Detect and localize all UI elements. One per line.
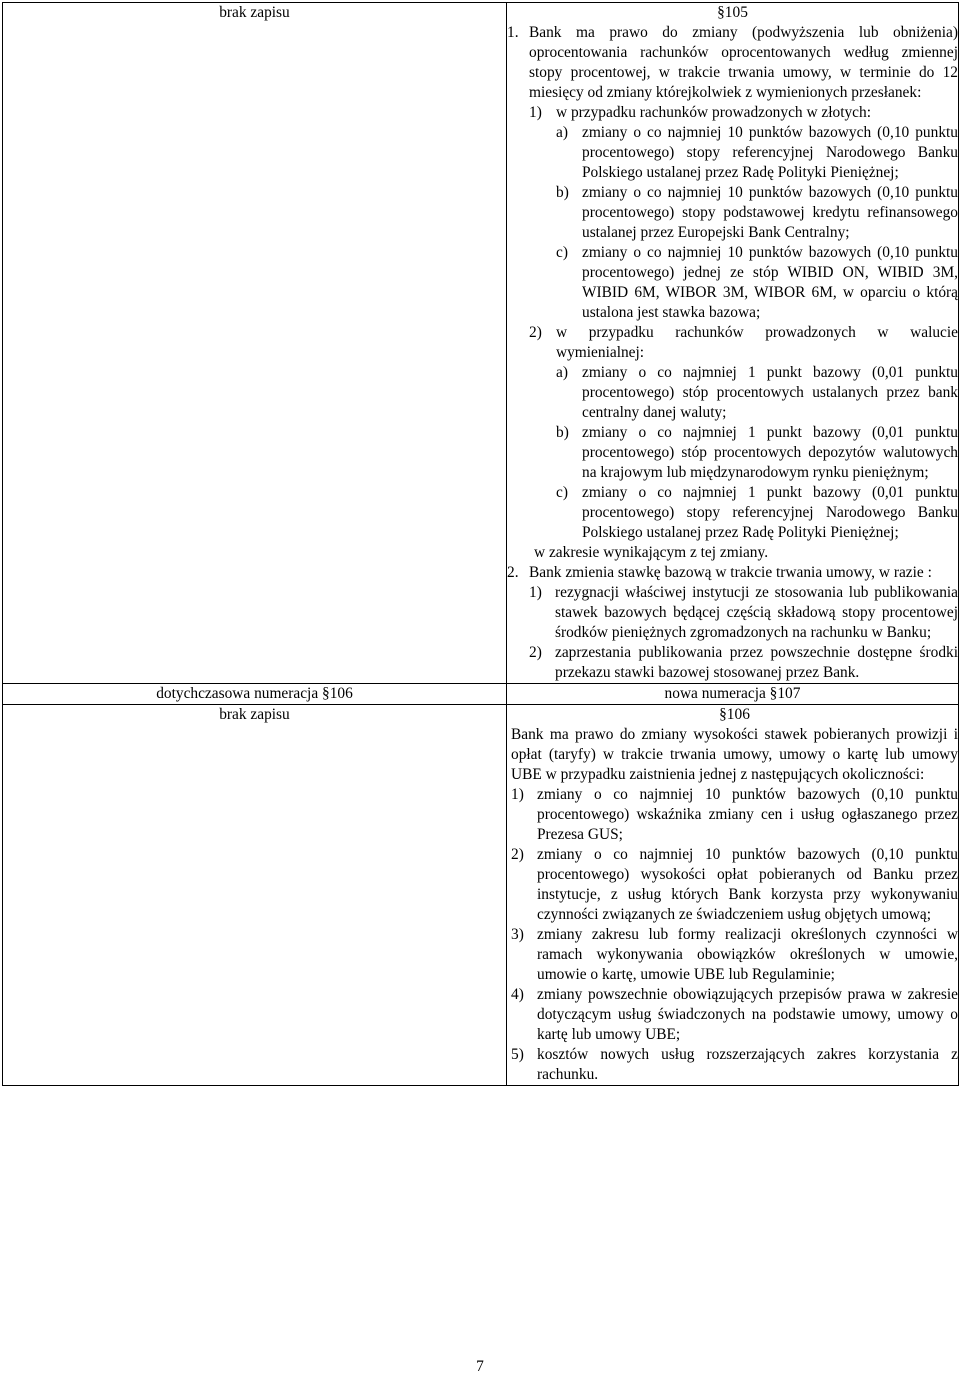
sub-list-item: [556, 363, 958, 423]
list-text: zmiany o co najmniej 10 punktów bazowych (0,10 punktu procentowego) stopy podstawowej kredytu refinansowego ustalanej przez Europejski Bank Centralny;: [582, 184, 958, 241]
list-item: [511, 845, 958, 925]
list-text: zmiany o co najmniej 10 punktów bazowych (0,10 punktu procentowego) jednej ze stóp WIBID ON, WIBID 3M, WIBID 6M, WIBOR 3M, WIBOR 6M, w oparciu o którą ustalona jest stawka bazowa;: [582, 244, 958, 321]
list-text: zmiany o co najmniej 10 punktów bazowych (0,10 punktu procentowego) wskaźnika zmiany cen i usług ogłaszanego przez Prezesa GUS;: [537, 786, 958, 843]
sub-list-item: [556, 123, 958, 183]
list-text: kosztów nowych usług rozszerzających zakres korzystania z rachunku.: [537, 1046, 958, 1083]
list-letter: b): [556, 424, 569, 441]
new-numbering-cell: [507, 684, 959, 705]
list-text: zaprzestania publikowania przez powszechnie dostępne środki przekazu stawki bazowej stosowanej przez Bank.: [555, 644, 958, 681]
paragraph-text: Bank ma prawo do zmiany wysokości stawek pobieranych prowizji i opłat (taryfy) w trakcie trwania umowy, umowy o kartę lub umowy UBE w przypadku zaistnienia jednej z następujących okoliczności:: [511, 726, 958, 783]
list-text: zmiany zakresu lub formy realizacji określonych czynności w ramach wykonywania obowiązków określonych w umowie, umowie o kartę, umowie UBE lub Regulaminie;: [537, 926, 958, 983]
paragraph-tail: w zakresie wynikającym z tej zmiany.: [534, 544, 769, 561]
list-number: 2): [529, 324, 542, 341]
list-item: [511, 985, 958, 1045]
old-text-label: brak zapisu: [219, 706, 290, 723]
sub-list-item: [556, 243, 958, 323]
list-text: zmiany o co najmniej 1 punkt bazowy (0,01 punktu procentowego) stopy referencyjnej Narodowego Banku Polskiego ustalanej przez Radę Polityki Pieniężnej;: [582, 484, 958, 541]
list-letter: c): [556, 244, 568, 261]
list-number: 1): [529, 584, 542, 601]
new-text-cell: [507, 705, 959, 1086]
sub-list-item: [556, 483, 958, 543]
table-row: [3, 684, 959, 705]
list-number: 3): [511, 926, 524, 943]
sub-list-item: [556, 423, 958, 483]
list-number: 2): [511, 846, 524, 863]
paragraph-number: 2.: [507, 564, 519, 581]
sub-list-item: [556, 183, 958, 243]
paragraph-text: Bank zmienia stawkę bazową w trakcie trwania umowy, w razie :: [529, 564, 932, 581]
new-text-cell: [507, 3, 959, 684]
old-text-label: brak zapisu: [219, 4, 290, 21]
list-item: [511, 925, 958, 985]
list-number: 4): [511, 986, 524, 1003]
list-text: w przypadku rachunków prowadzonych w walucie wymienialnej:: [556, 324, 958, 361]
list-text: zmiany o co najmniej 1 punkt bazowy (0,01 punktu procentowego) stóp procentowych ustalanych przez bank centralny danej waluty;: [582, 364, 958, 421]
list-letter: a): [556, 364, 568, 381]
paragraph: [507, 563, 958, 683]
list-text: w przypadku rachunków prowadzonych w złotych:: [556, 104, 871, 121]
table-row: [3, 705, 959, 1086]
list-text: zmiany o co najmniej 1 punkt bazowy (0,01 punktu procentowego) stóp procentowych depozytów walutowych na krajowym lub międzynarodowym rynku pieniężnym;: [582, 424, 958, 481]
list-letter: a): [556, 124, 568, 141]
section-heading: §106: [719, 706, 750, 723]
list-letter: c): [556, 484, 568, 501]
list-letter: b): [556, 184, 569, 201]
list-item: [529, 643, 958, 683]
old-numbering-label: dotychczasowa numeracja §106: [156, 685, 353, 702]
list-number: 2): [529, 644, 542, 661]
list-item: [529, 103, 958, 123]
list-text: zmiany o co najmniej 10 punktów bazowych (0,10 punktu procentowego) stopy referencyjnej Narodowego Banku Polskiego ustalanej przez Radę Polityki Pieniężnej;: [582, 124, 958, 181]
list-text: zmiany o co najmniej 10 punktów bazowych (0,10 punktu procentowego) wysokości opłat pobieranych od Banku przez instytucje, z usług których Bank korzysta przy wykonywaniu czynności związanych ze świadczeniem usług objętych umową;: [537, 846, 958, 923]
paragraph: [507, 23, 958, 543]
paragraph-text: Bank ma prawo do zmiany (podwyższenia lub obniżenia) oprocentowania rachunków oprocentowanych według zmiennej stopy procentowej, w trakcie trwania umowy, w terminie do 12 miesięcy od zmiany którejkolwiek z wymienionych przesłanek:: [529, 24, 958, 101]
list-number: 1): [511, 786, 524, 803]
section-heading: §105: [717, 4, 748, 21]
old-text-cell: [3, 705, 507, 1086]
list-item: [511, 1045, 958, 1085]
list-item: [529, 583, 958, 643]
list-text: zmiany powszechnie obowiązujących przepisów prawa w zakresie dotyczącym usług świadczonych na podstawie umowy, umowy o kartę lub umowy UBE;: [537, 986, 958, 1043]
paragraph-number: 1.: [507, 24, 519, 41]
new-numbering-label: nowa numeracja §107: [664, 685, 801, 702]
table-row: [3, 3, 959, 684]
list-number: 1): [529, 104, 542, 121]
list-text: rezygnacji właściwej instytucji ze stosowania lub publikowania stawek bazowych będącej częścią składową stopy procentowej środków pieniężnych zgromadzonych na rachunku w Banku;: [555, 584, 958, 641]
old-text-cell: [3, 3, 507, 684]
list-item: [529, 323, 958, 363]
list-number: 5): [511, 1046, 524, 1063]
list-item: [511, 785, 958, 845]
page-number: 7: [476, 1358, 484, 1375]
old-numbering-cell: [3, 684, 507, 705]
comparison-table: [2, 2, 959, 1086]
